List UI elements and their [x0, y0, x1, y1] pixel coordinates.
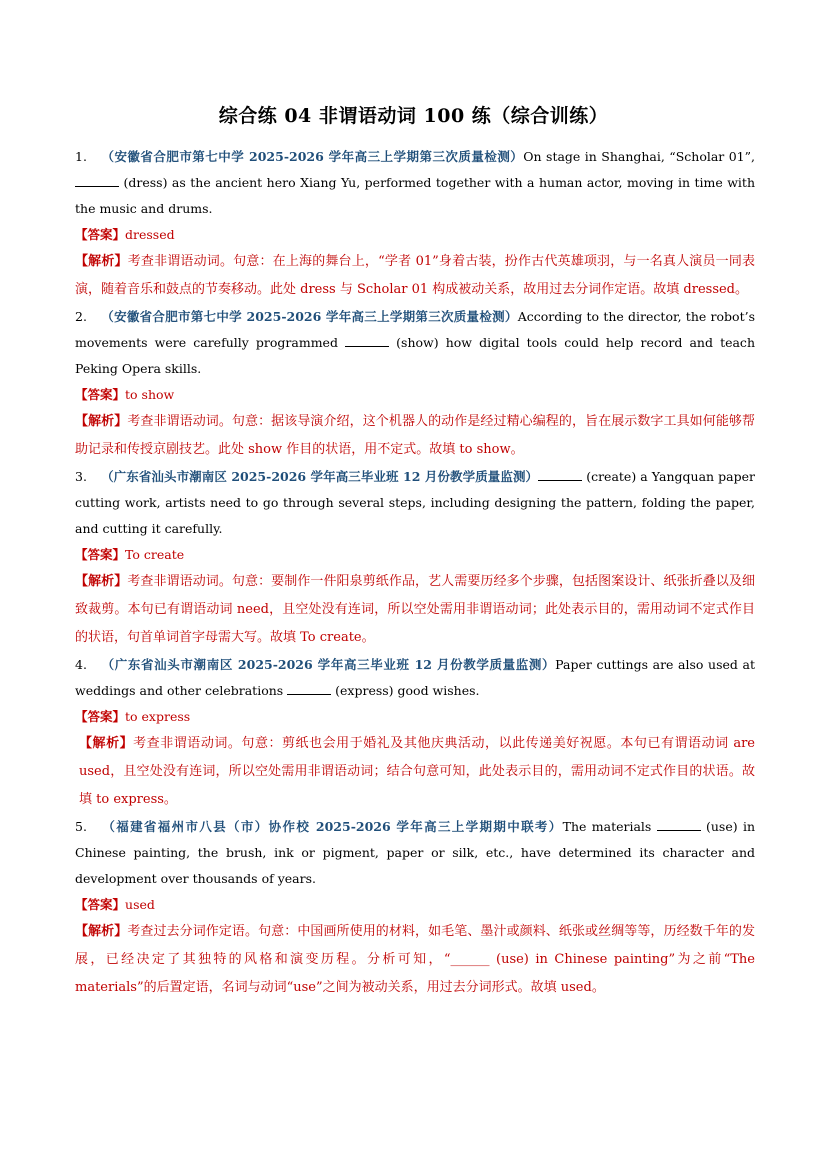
explanation-line — [75, 248, 755, 304]
explanation-label: 【解析】 — [75, 574, 128, 589]
answer-blank — [287, 684, 331, 695]
question-number: 1. — [75, 149, 87, 164]
answer-line — [75, 542, 755, 568]
explanation-text: 考查非谓语动词。句意：剪纸也会用于婚礼及其他庆典活动，以此传递美好祝愿。本句已有谓语动词 are used，且空处没有连词，所以空处需用非谓语动词；结合句意可知，此处表示目的，需用动词不定式作目的状语。故填 to express。 — [79, 736, 755, 807]
question-stem-after: (use) in Chinese painting, the brush, ink or pigment, paper or silk, etc., have determined its character and development over thousands of years. — [75, 819, 755, 886]
question-item — [75, 814, 755, 1002]
question-stem-before: The materials — [562, 819, 657, 834]
explanation-label: 【解析】 — [75, 924, 128, 939]
question-source: （安徽省合肥市第七中学 2025-2026 学年高三上学期第三次质量检测） — [101, 149, 524, 164]
question-source: （广东省汕头市潮南区 2025-2026 学年高三毕业班 12 月份教学质量监测） — [101, 657, 556, 672]
answer-line — [75, 222, 755, 248]
explanation-label: 【解析】 — [75, 414, 128, 429]
answer-label: 【答案】 — [75, 227, 126, 242]
explanation-text: 考查非谓语动词。句意：据该导演介绍，这个机器人的动作是经过精心编程的，旨在展示数字工具如何能够帮助记录和传授京剧技艺。此处 show 作目的状语，用不定式。故填 to show。 — [75, 414, 755, 457]
answer-label: 【答案】 — [75, 547, 126, 562]
question-item — [75, 304, 755, 464]
explanation-line — [75, 568, 755, 652]
answer-label: 【答案】 — [75, 709, 126, 724]
explanation-label: 【解析】 — [79, 736, 134, 751]
question-stem-before: According to the director, the robot’s movements were carefully programmed — [75, 309, 755, 350]
question-stem-before: Paper cuttings are also used at weddings and other celebrations — [75, 657, 755, 698]
question-stem-after: (dress) as the ancient hero Xiang Yu, performed together with a human actor, moving in time with the music and drums. — [75, 175, 755, 216]
answer-blank — [345, 336, 389, 347]
explanation-label: 【解析】 — [75, 254, 128, 269]
answer-label: 【答案】 — [75, 897, 126, 912]
question-stem-after: (create) a Yangquan paper cutting work, artists need to go through several steps, including designing the pattern, folding the paper, and cutting it carefully. — [75, 469, 755, 536]
question-stem-before: On stage in Shanghai, “Scholar 01”, — [523, 149, 755, 164]
answer-blank — [538, 470, 582, 481]
question-number: 4. — [75, 657, 87, 672]
explanation-text: 考查非谓语动词。句意：要制作一件阳泉剪纸作品，艺人需要历经多个步骤，包括图案设计、纸张折叠以及细致裁剪。本句已有谓语动词 need，且空处没有连词，所以空处需用非谓语动词；此处表示目的，需用动词不定式作目的状语，句首单词首字母需大写。故填 To create。 — [75, 574, 755, 645]
page-title: 综合练 04 非谓语动词 100 练（综合训练） — [218, 105, 609, 127]
question-number: 2. — [75, 309, 87, 324]
question-item — [75, 652, 755, 814]
question-text — [75, 304, 755, 382]
question-list — [75, 144, 755, 1002]
answer-value: used — [125, 897, 155, 912]
question-source: （安徽省合肥市第七中学 2025-2026 学年高三上学期第三次质量检测） — [101, 309, 518, 324]
question-source: （广东省汕头市潮南区 2025-2026 学年高三毕业班 12 月份教学质量监测） — [101, 469, 539, 484]
question-item — [75, 144, 755, 304]
question-item — [75, 464, 755, 652]
question-number: 5. — [75, 819, 87, 834]
answer-line — [75, 892, 755, 918]
question-text — [75, 464, 755, 542]
answer-value: to show — [125, 387, 175, 402]
answer-value: dressed — [125, 227, 175, 242]
question-stem-after: (show) how digital tools could help record and teach Peking Opera skills. — [75, 335, 755, 376]
question-text — [75, 144, 755, 222]
answer-blank — [75, 176, 119, 187]
question-text — [75, 652, 755, 704]
answer-value: to express — [125, 709, 191, 724]
explanation-line — [75, 730, 755, 814]
answer-blank — [657, 820, 701, 831]
answer-line — [75, 704, 755, 730]
question-text — [75, 814, 755, 892]
explanation-line — [75, 408, 755, 464]
explanation-text: 考查过去分词作定语。句意：中国画所使用的材料，如毛笔、墨汁或颜料、纸张或丝绸等等，历经数千年的发展，已经决定了其独特的风格和演变历程。分析可知，“______ (use) in Chinese painting”为之前“The materials”的后置定语，名词与动词“use”之间为被动关系，用过去分词形式。故填 used。 — [75, 924, 755, 995]
question-stem-after: (express) good wishes. — [331, 683, 480, 698]
answer-line — [75, 382, 755, 408]
question-number: 3. — [75, 469, 87, 484]
explanation-text: 考查非谓语动词。句意：在上海的舞台上，“学者 01”身着古装，扮作古代英雄项羽，与一名真人演员一同表演，随着音乐和鼓点的节奏移动。此处 dress 与 Scholar 01 构成被动关系，故用过去分词作定语。故填 dressed。 — [75, 254, 755, 297]
explanation-line — [75, 918, 755, 1002]
answer-value: To create — [125, 547, 185, 562]
question-source: （福建省福州市八县（市）协作校 2025-2026 学年高三上学期期中联考） — [101, 819, 563, 834]
answer-label: 【答案】 — [75, 387, 126, 402]
